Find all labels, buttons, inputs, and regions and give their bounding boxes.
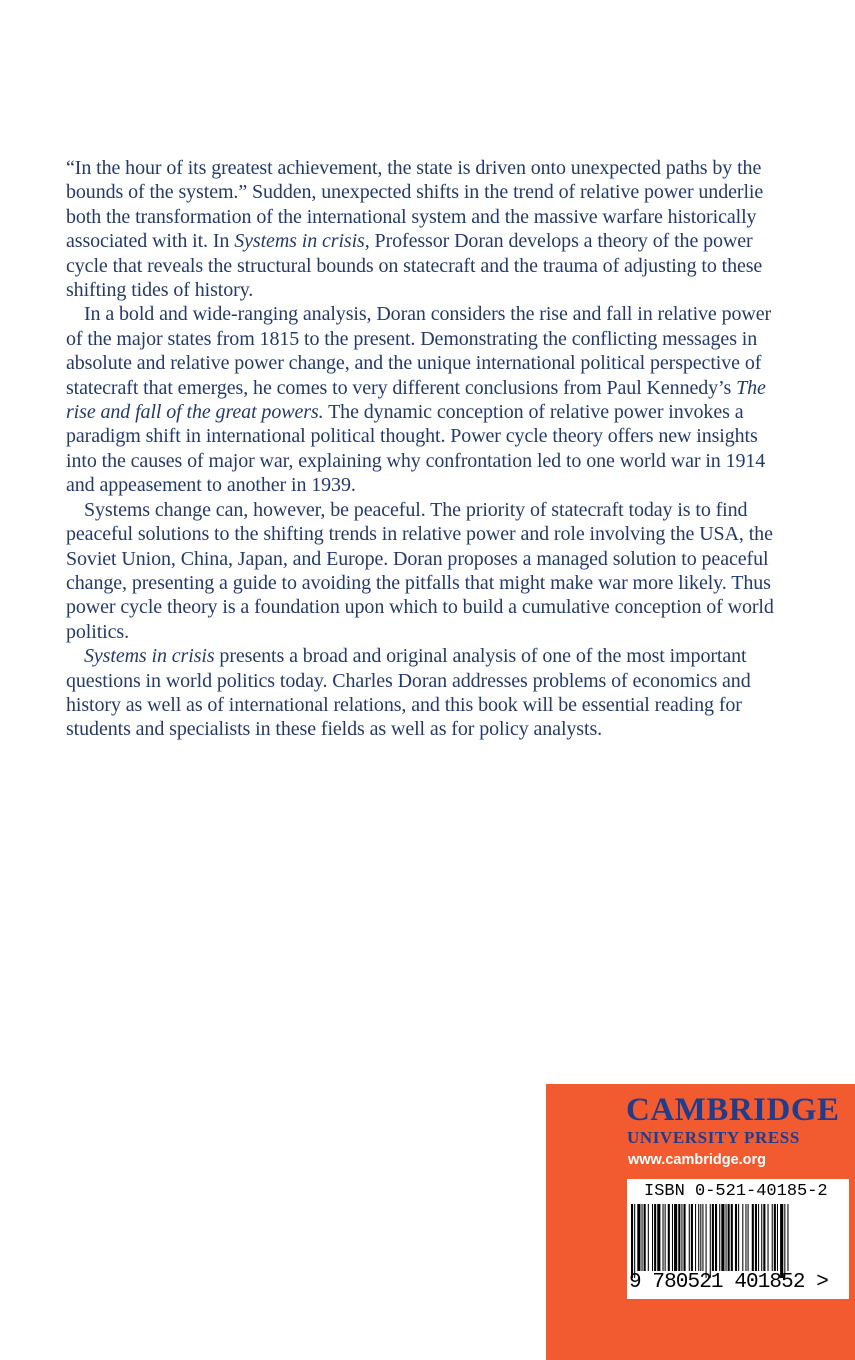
barcode-bar [761, 1204, 762, 1271]
barcode-bar [758, 1204, 759, 1271]
barcode-bar [672, 1204, 673, 1271]
barcode-digits: 9 780521 401852 > [629, 1271, 828, 1294]
barcode-bar [652, 1204, 653, 1271]
text-run: Systems change can, however, be peaceful. The priority of statecraft today is to find peaceful solutions to the shifting trends in relative power and role involving the USA, the Soviet Union, China, Japan, and Europe. Doran proposes a managed solution to peaceful change, presenting a guide to avoiding the pitfalls that might make war more likely. Thus power cycle theory is a foundation upon which to build a cumulative conception of world politics. [66, 498, 774, 643]
barcode-bar [726, 1204, 727, 1271]
text-run: Professor Doran develops a theory of the power cycle that reveals the structural bounds on statecraft and the trauma of adjusting to these shifting tides of history. [66, 230, 763, 302]
barcode-bar [721, 1204, 724, 1271]
barcode-bar [634, 1204, 635, 1278]
barcode-bar [745, 1204, 746, 1271]
blurb-paragraph-2 [66, 302, 786, 497]
isbn-barcode [627, 1179, 849, 1299]
barcode-bar [780, 1204, 783, 1278]
barcode-bar [738, 1204, 739, 1271]
barcode-bar [755, 1204, 757, 1271]
barcode-bar [706, 1204, 707, 1278]
barcode-bar [712, 1204, 714, 1271]
barcode-bar [684, 1204, 686, 1271]
back-cover-blurb [66, 156, 786, 742]
barcode-bar [665, 1204, 666, 1271]
barcode-bar [763, 1204, 765, 1271]
barcode-bar [689, 1204, 690, 1271]
barcode-bar [700, 1204, 701, 1271]
publisher-logo-press: UNIVERSITY PRESS [627, 1128, 800, 1147]
barcode-bar [710, 1204, 711, 1278]
barcode-bar [691, 1204, 693, 1271]
barcode-bar [678, 1204, 680, 1271]
italic-title: The rise and fall of the great powers. [66, 376, 766, 424]
barcode-bar [663, 1204, 664, 1271]
text-run: presents a broad and original analysis of one of the most important questions in world politics today. Charles Doran addresses problems of economics and history as well as of international relations, and this book will be essential reading for students and specialists in these fields as well as for policy analysts. [66, 645, 751, 741]
blurb-paragraph-1 [66, 156, 786, 302]
barcode-bar [644, 1204, 646, 1271]
barcode-bar [735, 1204, 737, 1271]
barcode-bar [768, 1204, 769, 1271]
barcode-bar [774, 1204, 776, 1271]
barcode-bar [784, 1204, 785, 1278]
publisher-url: www.cambridge.org [628, 1152, 767, 1168]
barcode-bar [674, 1204, 677, 1271]
barcode-bar [668, 1204, 670, 1271]
blurb-paragraph-3 [66, 498, 786, 644]
barcode-bar [777, 1204, 778, 1271]
barcode-bar [654, 1204, 656, 1271]
barcode-bar [631, 1204, 633, 1278]
barcode-bar [719, 1204, 720, 1271]
barcode-bar [695, 1204, 696, 1271]
barcode-bar [648, 1204, 649, 1271]
barcode-bar [772, 1204, 773, 1271]
publisher-logo-name: CAMBRIDGE [626, 1092, 840, 1128]
barcode-bar [642, 1204, 643, 1271]
barcode-bar [657, 1204, 660, 1271]
barcode-bar [681, 1204, 682, 1271]
italic-title: Systems in crisis, [234, 230, 370, 253]
barcode-bar [698, 1204, 699, 1271]
barcode-bar [637, 1204, 640, 1271]
barcode-bar [742, 1204, 743, 1271]
italic-title: Systems in crisis [84, 645, 215, 668]
publisher-panel [546, 1084, 855, 1360]
barcode-bar [752, 1204, 754, 1271]
blurb-paragraph-4 [66, 644, 786, 742]
text-run: The dynamic conception of relative power invokes a paradigm shift in international political thought. Power cycle theory offers new insights into the causes of major war, explaining why confrontation led to one world war in 1914 and appeasement to another in 1939. [66, 401, 766, 497]
barcode-bar [702, 1204, 703, 1271]
barcode-bar [728, 1204, 730, 1271]
text-run: In a bold and wide-ranging analysis, Doran considers the rise and fall in relative power of the major states from 1815 to the present. Demonstrating the conflicting messages in absolute and relative power change, and the unique international political perspective of statecraft that emerges, he comes to very different conclusions from Paul Kennedy’s [66, 303, 772, 399]
text-run: “In the hour of its greatest achievement, the state is driven onto unexpected paths by the bounds of the system.” Sudden, unexpected shifts in the trend of relative power underlie both the transformation of the international system and the massive warfare historically associated with it. In [66, 157, 764, 253]
isbn-label: ISBN 0-521-40185-2 [644, 1182, 828, 1201]
barcode-bar [715, 1204, 717, 1271]
barcode-bar [731, 1204, 733, 1271]
barcode-bar [787, 1204, 788, 1271]
barcode-bar [748, 1204, 749, 1271]
